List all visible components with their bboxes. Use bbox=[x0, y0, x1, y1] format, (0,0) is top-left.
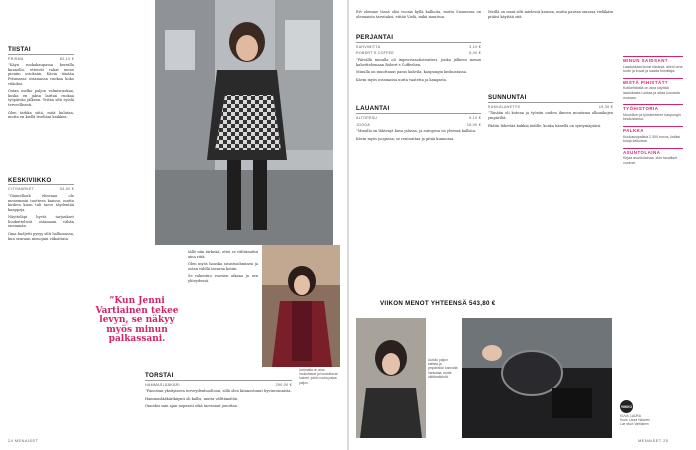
magazine-logo-icon: VIIKKO bbox=[620, 400, 633, 413]
paragraph: Kävin myös joogassa, se rentouttaa ja pitää kunnossa. bbox=[356, 136, 455, 141]
paragraph: ”Panostan yksityiseen terveydenhuoltoon, sillä olen kiinnostunut hyvinvoinnista. bbox=[145, 389, 292, 394]
expense-name: KUKKALAHETYS bbox=[488, 104, 521, 109]
photo-woman-street bbox=[262, 245, 340, 367]
day-heading-tiistai: TIISTAI bbox=[8, 46, 31, 53]
expense-price: 54,50 € bbox=[59, 187, 74, 192]
divider bbox=[8, 184, 74, 185]
photo-illustration bbox=[262, 245, 340, 367]
photo-illustration bbox=[356, 318, 426, 438]
sidebar-heading: ASUNTOLAINA bbox=[623, 148, 683, 156]
page-footer-right: MENAISET 25 bbox=[638, 438, 669, 443]
expense-name: ALTOPESU bbox=[356, 115, 378, 120]
expense-price: 290,00 € bbox=[275, 382, 292, 387]
paragraph: Minulla on muuttanut paras kahvila, kaupungin keskustassa. bbox=[356, 70, 468, 75]
expense-price: 6,00 € bbox=[469, 51, 481, 56]
expense-item bbox=[356, 51, 481, 56]
right-column-2 bbox=[488, 10, 613, 131]
day-heading-keskiviikko: KESKIVIIKKO bbox=[8, 176, 52, 184]
expense-item bbox=[488, 105, 613, 110]
divider bbox=[8, 54, 74, 55]
paragraph: ”Tänään oli kotona ja työstin uuden ilmeen muutama alkuaikojen ympäriltä. bbox=[488, 111, 613, 120]
photo-caption: Uutimalla on aina houkuttavat ja houkuttavat hukeet, joihin ruoka palaa paljon. bbox=[299, 368, 338, 385]
day-heading-lauantai: LAUANTAI bbox=[356, 105, 390, 113]
photo-car-dashboard bbox=[462, 318, 612, 438]
paragraph: Kävin myös ostamassa uutta vaatetta ja kangasta. bbox=[356, 77, 448, 82]
paragraph: Hammaslääkärikäynti oli kallis, mutta välttämätön. bbox=[145, 396, 239, 401]
sidebar-text: Laadukkaat kuvat käsissä, alleni oma tuote ja kuvat ja saada toimittaja. bbox=[623, 64, 683, 74]
paragraph: Päätin lähettää kukkia äidille, koska hänellä on syntymäpäivä. bbox=[488, 123, 602, 128]
paragraph: Meillä on omat silti mielessä kaussa, mutta paussa omassa vieläkäin pitäisi käyttää sitä. bbox=[488, 10, 613, 19]
spine bbox=[347, 0, 349, 450]
expense-item bbox=[8, 187, 74, 192]
weekly-total: VIIKON MENOT YHTEENSÄ 543,80 € bbox=[380, 300, 496, 307]
paragraph: Olen tarkka siitä, mitä kulutan, mutta en kiellä itseltäni kaikkea. bbox=[8, 110, 74, 120]
sidebar bbox=[623, 52, 683, 168]
expense-name: HAMMASLÄÄKÄRI bbox=[145, 382, 180, 387]
paragraph: Se rakentuu vuosien aikana ja sen yhteydessä. bbox=[188, 274, 258, 283]
expense-price: 16,00 € bbox=[466, 122, 481, 127]
expense-item bbox=[8, 57, 74, 62]
divider bbox=[356, 113, 481, 114]
day-heading-torstai: TORSTAI bbox=[145, 372, 174, 379]
paragraph: ”Käyn ruokakaupassa kerralla kunnolla, etteivät rahat mene pieniin ostoksiin. Kävin tänään Prismassa ostamassa ruokaa koko viikoksi. bbox=[8, 63, 74, 86]
sidebar-text: Kuukausipalkka 2 500 euroa, lisäksi tuloja keikoista. bbox=[623, 134, 681, 144]
photo-car-interior bbox=[356, 318, 426, 438]
divider bbox=[356, 42, 481, 43]
page-footer-left: 24 MENAISET bbox=[8, 438, 39, 443]
photo-street-woman bbox=[155, 0, 333, 245]
sidebar-heading: TYÖHISTORIA bbox=[623, 104, 683, 112]
day-heading-sunnuntai: SUNNUNTAI bbox=[488, 94, 527, 102]
expense-name: PRISMA bbox=[8, 56, 24, 61]
expense-item bbox=[356, 45, 481, 50]
paragraph: Onneksi sain ajan nopeasti eikä tarvinnut jonottaa. bbox=[145, 404, 238, 409]
paragraph: Olen myös hauska sisustusihminen ja ostan välillä tavaraa kotiin. bbox=[188, 262, 258, 271]
paragraph: tälle niin tärkeää, ettei se välttämättä aina riitä. bbox=[188, 250, 258, 259]
photo-illustration bbox=[462, 318, 612, 438]
right-column-1 bbox=[356, 10, 481, 144]
paragraph: Ert olemme tässä olisi vuosia kyllä kallioita, mutta Suomessa on olennaista tarvitaksi, etitää Vielä, mikä muuttuu. bbox=[356, 10, 481, 19]
day-heading-perjantai: PERJANTAI bbox=[356, 34, 394, 42]
paragraph: ”Päivällä minulla oli improvisaatioteatteri, jonka jälkeen menin kahvittelemaan Robert's Coffeehen. bbox=[356, 57, 481, 67]
divider bbox=[488, 102, 613, 103]
expense-price: 3,10 € bbox=[469, 44, 481, 49]
expense-item bbox=[356, 123, 481, 128]
left-column-2 bbox=[188, 250, 258, 287]
paragraph: ”Ginmellouk elinvaaa ole menemmin tuotteen kanssa, mutta kesken kuun tuli tarve täydentää kaappeja. bbox=[8, 193, 74, 212]
paragraph: Näytteläpi hyvät tarjoukset houkuttelivat ostamaan vähän enemmän. bbox=[8, 215, 74, 229]
expense-price: 19,30 € bbox=[598, 104, 613, 109]
photo-illustration bbox=[155, 0, 333, 245]
left-column-3 bbox=[188, 288, 258, 374]
sidebar-heading: PALKKA bbox=[623, 126, 683, 134]
divider bbox=[145, 380, 292, 381]
pull-quote: ”Kun Jenni Vartiainen tekee levyn, se näkyy myös minun palkassani. bbox=[95, 296, 179, 345]
paragraph: Oma budjetti pysyy silti hallinnassa, kun seuraan menojani viikoittain. bbox=[8, 232, 74, 241]
expense-price: 82,10 € bbox=[59, 56, 74, 61]
sidebar-text: Kotikeittiöstä on aina käyttää laadukasta ruokaa ja ottaa lounasta mukaan. bbox=[623, 86, 680, 100]
expense-item bbox=[145, 383, 292, 388]
torstai-block bbox=[145, 374, 292, 412]
expense-name: JOOGA bbox=[356, 122, 371, 127]
expense-name: ROBERT'S COFFEE bbox=[356, 51, 395, 56]
photo-credit: KUVA: LAURA Kuva: Laura Halonen Lue sivut: Vartiainen bbox=[620, 414, 650, 426]
photo-caption-car: Autoilu paljon kallista ja ympäristön kannalta hankalaa, mutta välttämätöntä. bbox=[428, 358, 458, 379]
expense-price: 5,10 € bbox=[469, 115, 481, 120]
expense-item bbox=[356, 116, 481, 121]
sidebar-text: Muusikon ja työskentelee kaupungin keskustassa. bbox=[623, 112, 681, 122]
left-column-1 bbox=[8, 48, 74, 244]
paragraph: Ostan melko paljon valmisruokaa, koska en jaksa laittaa ruokaa työpäivän jälkeen. Yritän silti syödä terveellisesti. bbox=[8, 89, 74, 107]
sidebar-text: Kirjaa asuntolainaa, kuin tavalliset vuokrat. bbox=[623, 156, 678, 165]
paragraph: ”Minulla on lähtenyt kuva jalassa, ja autopesu on yleensä kallista. bbox=[356, 129, 477, 134]
expense-name: KAHVIMITTA bbox=[356, 44, 381, 49]
sidebar-heading: MISTÄ PIHISTÄT? bbox=[623, 78, 683, 86]
expense-name: CITYMARKET bbox=[8, 187, 35, 192]
sidebar-heading: MINUN SAIDSAN? bbox=[623, 56, 683, 64]
